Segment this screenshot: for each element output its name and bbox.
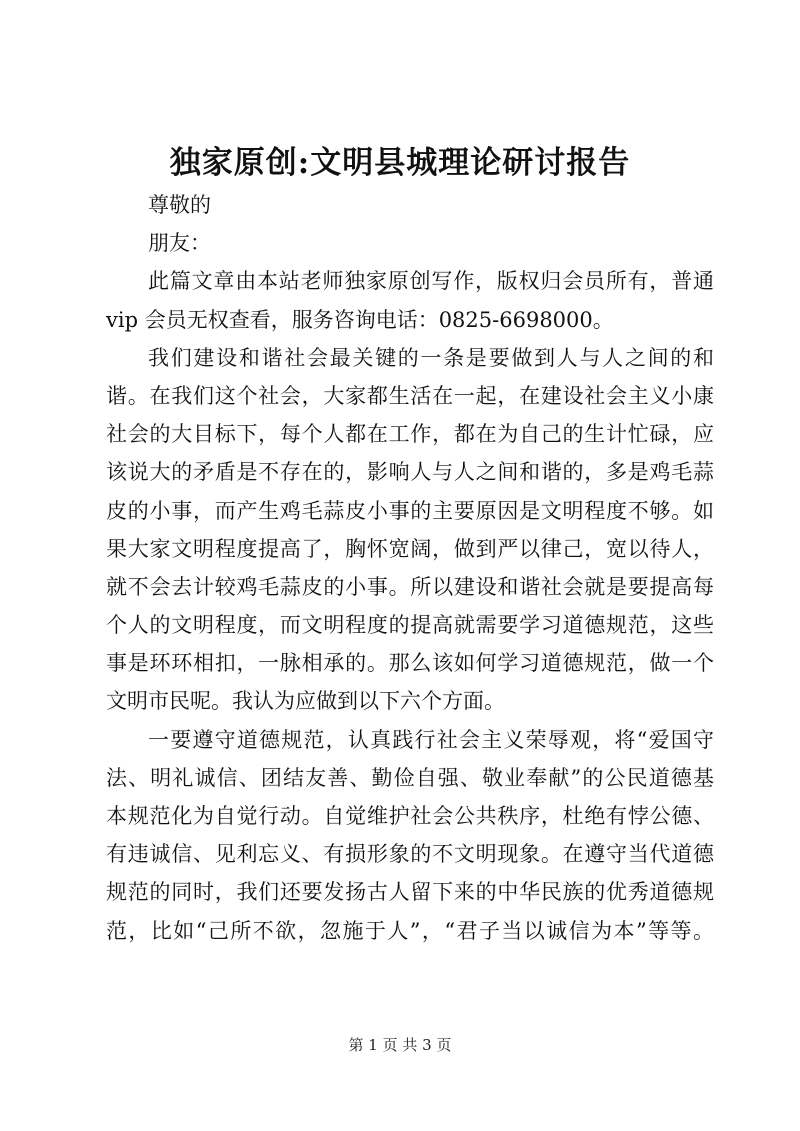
salutation-line-1: 尊敬的 [148,193,211,217]
paragraph-2-line-3: 本规范化为自觉行动。自觉维护社会公共秩序，杜绝有悖公德、 [106,804,714,828]
paragraph-1-line-7: 就不会去计较鸡毛蒜皮的小事。所以建设和谐社会就是要提高每 [106,574,714,599]
paragraph-2-line-6: 范，比如“己所不欲，忽施于人”，“君子当以诚信为本”等等。 [106,918,714,943]
paragraph-1-line-2: 谐。在我们这个社会，大家都生活在一起，在建设社会主义小康 [106,383,714,408]
paragraph-2-line-2: 法、明礼诚信、团结友善、勤俭自强、敬业奉献”的公民道德基 [106,765,714,790]
notice-line-1: 此篇文章由本站老师独家原创写作，版权归会员所有，普通 [148,269,714,294]
paragraph-2-line-4: 有违诚信、见利忘义、有损形象的不文明现象。在遵守当代道德 [106,842,714,867]
paragraph-1-line-5: 皮的小事，而产生鸡毛蒜皮小事的主要原因是文明程度不够。如 [106,498,714,523]
paragraph-1-line-6: 果大家文明程度提高了，胸怀宽阔，做到严以律己，宽以待人， [106,536,714,561]
paragraph-1-line-4: 该说大的矛盾是不存在的，影响人与人之间和谐的，多是鸡毛蒜 [106,460,714,485]
paragraph-1-line-1: 我们建设和谐社会最关键的一条是要做到人与人之间的和 [148,345,714,370]
notice-line-2: vip 会员无权查看，服务咨询电话：0825-6698000。 [106,307,614,332]
page-footer: 第 1 页 共 3 页 [348,1036,452,1054]
paragraph-1-line-9: 事是环环相扣，一脉相承的。那么该如何学习道德规范，做一个 [106,651,714,676]
document-body [106,186,714,950]
paragraph-2-line-1: 一要遵守道德规范，认真践行社会主义荣辱观，将“爱国守 [148,727,714,752]
salutation-line-2: 朋友： [148,231,211,256]
paragraph-1-line-10: 文明市民呢。我认为应做到以下六个方面。 [106,689,505,714]
paragraph-1-line-3: 社会的大目标下，每个人都在工作，都在为自己的生计忙碌，应 [106,422,714,447]
paragraph-2-line-5: 规范的同时，我们还要发扬古人留下来的中华民族的优秀道德规 [106,880,714,905]
paragraph-1-line-8: 个人的文明程度，而文明程度的提高就需要学习道德规范，这些 [106,613,714,638]
document-title: 独家原创:文明县城理论研讨报告 [169,145,631,181]
